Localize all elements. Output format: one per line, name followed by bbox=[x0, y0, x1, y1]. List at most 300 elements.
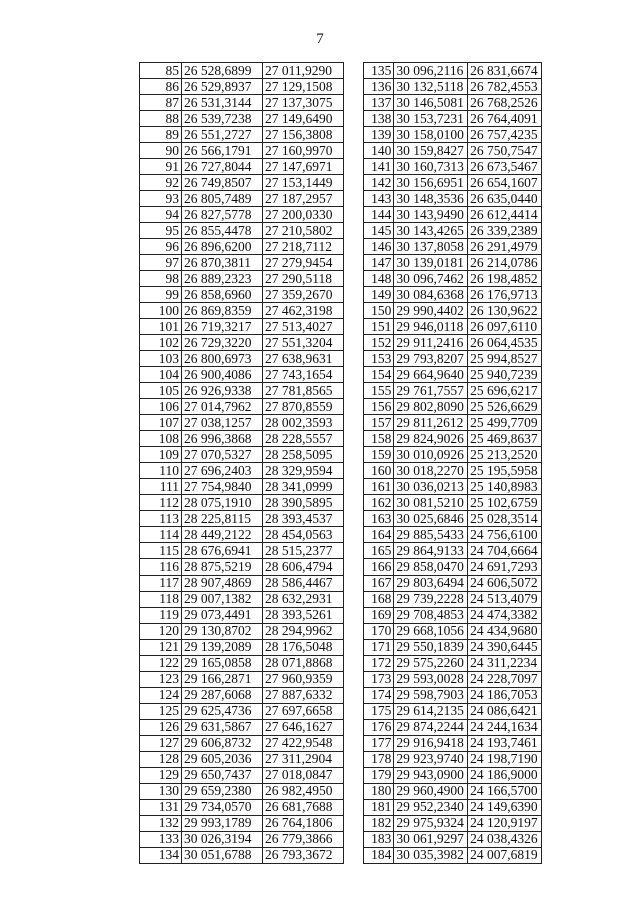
point-number-cell: 129 bbox=[140, 767, 182, 783]
coordinate-y-cell: 26 764,1806 bbox=[263, 815, 344, 831]
table-row bbox=[364, 575, 542, 591]
table-row bbox=[140, 655, 344, 671]
coordinate-y-cell: 27 870,8559 bbox=[263, 399, 344, 415]
point-number-cell: 88 bbox=[140, 111, 182, 127]
point-number-cell: 135 bbox=[364, 63, 394, 79]
coordinate-x-cell: 28 225,8115 bbox=[182, 511, 263, 527]
table-row bbox=[364, 303, 542, 319]
table-row bbox=[140, 63, 344, 79]
point-number-cell: 183 bbox=[364, 831, 394, 847]
coordinate-y-cell: 27 960,9359 bbox=[263, 671, 344, 687]
point-number-cell: 152 bbox=[364, 335, 394, 351]
coordinate-x-cell: 29 943,0900 bbox=[394, 767, 468, 783]
point-number-cell: 124 bbox=[140, 687, 182, 703]
coordinate-x-cell: 29 598,7903 bbox=[394, 687, 468, 703]
table-row bbox=[140, 127, 344, 143]
coordinate-x-cell: 29 811,2612 bbox=[394, 415, 468, 431]
coordinate-x-cell: 26 719,3217 bbox=[182, 319, 263, 335]
table-row bbox=[140, 447, 344, 463]
point-number-cell: 104 bbox=[140, 367, 182, 383]
coordinate-y-cell: 25 102,6759 bbox=[468, 495, 542, 511]
coordinate-x-cell: 26 996,3868 bbox=[182, 431, 263, 447]
coordinate-y-cell: 25 994,8527 bbox=[468, 351, 542, 367]
point-number-cell: 112 bbox=[140, 495, 182, 511]
coordinate-x-cell: 30 010,0926 bbox=[394, 447, 468, 463]
coordinate-y-cell: 27 160,9970 bbox=[263, 143, 344, 159]
table-row bbox=[364, 543, 542, 559]
coordinate-x-cell: 30 026,3194 bbox=[182, 831, 263, 847]
coordinate-x-cell: 29 139,2089 bbox=[182, 639, 263, 655]
point-number-cell: 108 bbox=[140, 431, 182, 447]
coordinate-x-cell: 29 165,0858 bbox=[182, 655, 263, 671]
coordinate-y-cell: 25 526,6629 bbox=[468, 399, 542, 415]
point-number-cell: 178 bbox=[364, 751, 394, 767]
coordinate-x-cell: 26 900,4086 bbox=[182, 367, 263, 383]
table-row bbox=[364, 815, 542, 831]
point-number-cell: 91 bbox=[140, 159, 182, 175]
coordinate-x-cell: 27 696,2403 bbox=[182, 463, 263, 479]
coordinate-x-cell: 30 143,4265 bbox=[394, 223, 468, 239]
coordinate-y-cell: 24 193,7461 bbox=[468, 735, 542, 751]
table-row bbox=[140, 191, 344, 207]
coordinate-y-cell: 27 218,7112 bbox=[263, 239, 344, 255]
point-number-cell: 102 bbox=[140, 335, 182, 351]
coordinate-y-cell: 28 632,2931 bbox=[263, 591, 344, 607]
table-row bbox=[140, 207, 344, 223]
coordinate-y-cell: 25 028,3514 bbox=[468, 511, 542, 527]
point-number-cell: 121 bbox=[140, 639, 182, 655]
table-row bbox=[140, 511, 344, 527]
coordinate-y-cell: 27 646,1627 bbox=[263, 719, 344, 735]
point-number-cell: 163 bbox=[364, 511, 394, 527]
coordinate-y-cell: 25 195,5958 bbox=[468, 463, 542, 479]
coordinate-y-cell: 28 393,5261 bbox=[263, 607, 344, 623]
point-number-cell: 127 bbox=[140, 735, 182, 751]
point-number-cell: 130 bbox=[140, 783, 182, 799]
point-number-cell: 169 bbox=[364, 607, 394, 623]
coordinate-x-cell: 26 858,6960 bbox=[182, 287, 263, 303]
coordinate-x-cell: 30 139,0181 bbox=[394, 255, 468, 271]
point-number-cell: 111 bbox=[140, 479, 182, 495]
coordinate-y-cell: 28 393,4537 bbox=[263, 511, 344, 527]
coordinate-x-cell: 30 096,2116 bbox=[394, 63, 468, 79]
point-number-cell: 93 bbox=[140, 191, 182, 207]
point-number-cell: 96 bbox=[140, 239, 182, 255]
point-number-cell: 160 bbox=[364, 463, 394, 479]
table-row bbox=[140, 95, 344, 111]
coordinate-y-cell: 27 210,5802 bbox=[263, 223, 344, 239]
coordinate-x-cell: 30 158,0100 bbox=[394, 127, 468, 143]
coordinate-x-cell: 30 061,9297 bbox=[394, 831, 468, 847]
coordinate-x-cell: 26 729,3220 bbox=[182, 335, 263, 351]
coordinate-x-cell: 26 896,6200 bbox=[182, 239, 263, 255]
coordinate-y-cell: 26 612,4414 bbox=[468, 207, 542, 223]
point-number-cell: 98 bbox=[140, 271, 182, 287]
point-number-cell: 114 bbox=[140, 527, 182, 543]
point-number-cell: 143 bbox=[364, 191, 394, 207]
coordinate-y-cell: 27 290,5118 bbox=[263, 271, 344, 287]
table-row bbox=[140, 175, 344, 191]
point-number-cell: 117 bbox=[140, 575, 182, 591]
coordinate-y-cell: 26 782,4553 bbox=[468, 79, 542, 95]
coordinate-x-cell: 28 449,2122 bbox=[182, 527, 263, 543]
table-row bbox=[364, 63, 542, 79]
point-number-cell: 113 bbox=[140, 511, 182, 527]
coordinate-x-cell: 26 889,2323 bbox=[182, 271, 263, 287]
coordinate-y-cell: 24 166,5700 bbox=[468, 783, 542, 799]
point-number-cell: 123 bbox=[140, 671, 182, 687]
coordinate-x-cell: 29 946,0118 bbox=[394, 319, 468, 335]
coordinate-x-cell: 26 800,6973 bbox=[182, 351, 263, 367]
coordinate-x-cell: 29 575,2260 bbox=[394, 655, 468, 671]
coordinate-y-cell: 27 311,2904 bbox=[263, 751, 344, 767]
table-row bbox=[364, 431, 542, 447]
coordinate-y-cell: 28 228,5557 bbox=[263, 431, 344, 447]
coordinate-y-cell: 24 311,2234 bbox=[468, 655, 542, 671]
coordinate-x-cell: 29 550,1839 bbox=[394, 639, 468, 655]
table-row bbox=[140, 703, 344, 719]
coordinate-y-cell: 24 606,5072 bbox=[468, 575, 542, 591]
coordinate-y-cell: 27 781,8565 bbox=[263, 383, 344, 399]
coordinate-x-cell: 30 160,7313 bbox=[394, 159, 468, 175]
coordinate-y-cell: 24 228,7097 bbox=[468, 671, 542, 687]
coordinate-y-cell: 27 551,3204 bbox=[263, 335, 344, 351]
point-number-cell: 181 bbox=[364, 799, 394, 815]
coordinate-x-cell: 29 993,1789 bbox=[182, 815, 263, 831]
table-row bbox=[364, 127, 542, 143]
point-number-cell: 120 bbox=[140, 623, 182, 639]
coordinate-x-cell: 29 802,8090 bbox=[394, 399, 468, 415]
coordinate-x-cell: 29 708,4853 bbox=[394, 607, 468, 623]
coordinate-x-cell: 26 566,1791 bbox=[182, 143, 263, 159]
coordinate-x-cell: 29 287,6068 bbox=[182, 687, 263, 703]
point-number-cell: 167 bbox=[364, 575, 394, 591]
point-number-cell: 118 bbox=[140, 591, 182, 607]
coordinate-y-cell: 24 390,6445 bbox=[468, 639, 542, 655]
point-number-cell: 175 bbox=[364, 703, 394, 719]
coordinate-y-cell: 27 153,1449 bbox=[263, 175, 344, 191]
point-number-cell: 141 bbox=[364, 159, 394, 175]
point-number-cell: 95 bbox=[140, 223, 182, 239]
coordinate-x-cell: 30 148,3536 bbox=[394, 191, 468, 207]
point-number-cell: 146 bbox=[364, 239, 394, 255]
coordinate-y-cell: 26 130,9622 bbox=[468, 303, 542, 319]
coordinate-x-cell: 30 156,6951 bbox=[394, 175, 468, 191]
coordinate-x-cell: 27 754,9840 bbox=[182, 479, 263, 495]
table-row bbox=[364, 399, 542, 415]
table-row bbox=[140, 687, 344, 703]
point-number-cell: 128 bbox=[140, 751, 182, 767]
table-row bbox=[140, 815, 344, 831]
table-row bbox=[364, 287, 542, 303]
coordinate-y-cell: 28 258,5095 bbox=[263, 447, 344, 463]
point-number-cell: 182 bbox=[364, 815, 394, 831]
coordinate-y-cell: 28 454,0563 bbox=[263, 527, 344, 543]
table-row bbox=[140, 719, 344, 735]
coordinate-x-cell: 29 803,6494 bbox=[394, 575, 468, 591]
point-number-cell: 122 bbox=[140, 655, 182, 671]
coordinate-y-cell: 28 071,8868 bbox=[263, 655, 344, 671]
coordinate-y-cell: 24 474,3382 bbox=[468, 607, 542, 623]
coordinate-y-cell: 28 390,5895 bbox=[263, 495, 344, 511]
table-row bbox=[364, 223, 542, 239]
coordinate-y-cell: 26 097,6110 bbox=[468, 319, 542, 335]
coordinate-x-cell: 29 923,9740 bbox=[394, 751, 468, 767]
point-number-cell: 177 bbox=[364, 735, 394, 751]
coordinate-x-cell: 26 539,7238 bbox=[182, 111, 263, 127]
table-row bbox=[364, 175, 542, 191]
coordinate-table-right bbox=[363, 62, 542, 864]
point-number-cell: 126 bbox=[140, 719, 182, 735]
coordinate-x-cell: 27 038,1257 bbox=[182, 415, 263, 431]
page-number: 7 bbox=[316, 31, 324, 47]
table-row bbox=[140, 287, 344, 303]
coordinate-y-cell: 27 697,6658 bbox=[263, 703, 344, 719]
coordinate-y-cell: 26 982,4950 bbox=[263, 783, 344, 799]
point-number-cell: 109 bbox=[140, 447, 182, 463]
point-number-cell: 90 bbox=[140, 143, 182, 159]
table-row bbox=[140, 271, 344, 287]
table-row bbox=[364, 495, 542, 511]
coordinate-x-cell: 30 051,6788 bbox=[182, 847, 263, 863]
coordinate-x-cell: 28 676,6941 bbox=[182, 543, 263, 559]
point-number-cell: 180 bbox=[364, 783, 394, 799]
table-row bbox=[364, 623, 542, 639]
coordinate-y-cell: 26 214,0786 bbox=[468, 255, 542, 271]
point-number-cell: 138 bbox=[364, 111, 394, 127]
table-row bbox=[364, 271, 542, 287]
table-row bbox=[140, 255, 344, 271]
point-number-cell: 97 bbox=[140, 255, 182, 271]
point-number-cell: 116 bbox=[140, 559, 182, 575]
point-number-cell: 150 bbox=[364, 303, 394, 319]
coordinate-y-cell: 24 186,9000 bbox=[468, 767, 542, 783]
point-number-cell: 115 bbox=[140, 543, 182, 559]
table-row bbox=[364, 751, 542, 767]
point-number-cell: 87 bbox=[140, 95, 182, 111]
table-row bbox=[364, 143, 542, 159]
coordinate-y-cell: 28 329,9594 bbox=[263, 463, 344, 479]
coordinate-x-cell: 29 007,1382 bbox=[182, 591, 263, 607]
coordinate-x-cell: 29 858,0470 bbox=[394, 559, 468, 575]
coordinate-x-cell: 29 793,8207 bbox=[394, 351, 468, 367]
coordinate-y-cell: 25 469,8637 bbox=[468, 431, 542, 447]
point-number-cell: 165 bbox=[364, 543, 394, 559]
coordinate-x-cell: 30 018,2270 bbox=[394, 463, 468, 479]
coordinate-y-cell: 28 294,9962 bbox=[263, 623, 344, 639]
coordinate-y-cell: 28 606,4794 bbox=[263, 559, 344, 575]
table-row bbox=[364, 607, 542, 623]
point-number-cell: 136 bbox=[364, 79, 394, 95]
table-row bbox=[364, 447, 542, 463]
coordinate-y-cell: 25 696,6217 bbox=[468, 383, 542, 399]
table-row bbox=[140, 463, 344, 479]
coordinate-y-cell: 24 149,6390 bbox=[468, 799, 542, 815]
point-number-cell: 179 bbox=[364, 767, 394, 783]
coordinate-x-cell: 26 727,8044 bbox=[182, 159, 263, 175]
coordinate-x-cell: 26 827,5778 bbox=[182, 207, 263, 223]
point-number-cell: 171 bbox=[364, 639, 394, 655]
table-row bbox=[140, 415, 344, 431]
coordinate-x-cell: 30 035,3982 bbox=[394, 847, 468, 863]
point-number-cell: 131 bbox=[140, 799, 182, 815]
point-number-cell: 157 bbox=[364, 415, 394, 431]
coordinate-y-cell: 27 137,3075 bbox=[263, 95, 344, 111]
point-number-cell: 99 bbox=[140, 287, 182, 303]
table-row bbox=[140, 767, 344, 783]
coordinate-y-cell: 26 064,4535 bbox=[468, 335, 542, 351]
coordinate-y-cell: 27 513,4027 bbox=[263, 319, 344, 335]
table-row bbox=[364, 367, 542, 383]
coordinate-x-cell: 29 864,9133 bbox=[394, 543, 468, 559]
coordinate-x-cell: 29 664,9640 bbox=[394, 367, 468, 383]
table-row bbox=[364, 191, 542, 207]
coordinate-x-cell: 29 631,5867 bbox=[182, 719, 263, 735]
coordinate-y-cell: 28 341,0999 bbox=[263, 479, 344, 495]
coordinate-y-cell: 27 149,6490 bbox=[263, 111, 344, 127]
point-number-cell: 162 bbox=[364, 495, 394, 511]
table-row bbox=[364, 239, 542, 255]
table-row bbox=[364, 735, 542, 751]
point-number-cell: 137 bbox=[364, 95, 394, 111]
coordinate-x-cell: 29 593,0028 bbox=[394, 671, 468, 687]
point-number-cell: 133 bbox=[140, 831, 182, 847]
coordinate-y-cell: 28 515,2377 bbox=[263, 543, 344, 559]
coordinate-y-cell: 24 513,4079 bbox=[468, 591, 542, 607]
table-row bbox=[140, 335, 344, 351]
table-row bbox=[140, 431, 344, 447]
coordinate-y-cell: 26 750,7547 bbox=[468, 143, 542, 159]
coordinate-y-cell: 28 002,3593 bbox=[263, 415, 344, 431]
coordinate-x-cell: 26 531,3144 bbox=[182, 95, 263, 111]
coordinate-y-cell: 27 018,0847 bbox=[263, 767, 344, 783]
point-number-cell: 119 bbox=[140, 607, 182, 623]
coordinate-x-cell: 29 614,2135 bbox=[394, 703, 468, 719]
point-number-cell: 154 bbox=[364, 367, 394, 383]
coordinate-y-cell: 24 691,7293 bbox=[468, 559, 542, 575]
coordinate-y-cell: 26 198,4852 bbox=[468, 271, 542, 287]
point-number-cell: 149 bbox=[364, 287, 394, 303]
point-number-cell: 168 bbox=[364, 591, 394, 607]
table-row bbox=[140, 303, 344, 319]
coordinate-x-cell: 29 734,0570 bbox=[182, 799, 263, 815]
coordinate-y-cell: 28 176,5048 bbox=[263, 639, 344, 655]
coordinate-y-cell: 27 129,1508 bbox=[263, 79, 344, 95]
coordinate-y-cell: 26 673,5467 bbox=[468, 159, 542, 175]
coordinate-x-cell: 26 551,2727 bbox=[182, 127, 263, 143]
coordinate-x-cell: 29 885,5433 bbox=[394, 527, 468, 543]
table-row bbox=[364, 511, 542, 527]
table-row bbox=[364, 159, 542, 175]
coordinate-y-cell: 24 086,6421 bbox=[468, 703, 542, 719]
coordinate-y-cell: 27 279,9454 bbox=[263, 255, 344, 271]
table-row bbox=[364, 687, 542, 703]
point-number-cell: 184 bbox=[364, 847, 394, 863]
point-number-cell: 140 bbox=[364, 143, 394, 159]
coordinate-x-cell: 29 130,8702 bbox=[182, 623, 263, 639]
point-number-cell: 153 bbox=[364, 351, 394, 367]
coordinate-y-cell: 25 213,2520 bbox=[468, 447, 542, 463]
table-row bbox=[140, 751, 344, 767]
coordinate-y-cell: 24 434,9680 bbox=[468, 623, 542, 639]
coordinate-x-cell: 26 870,3811 bbox=[182, 255, 263, 271]
table-row bbox=[364, 559, 542, 575]
table-row bbox=[364, 95, 542, 111]
table-row bbox=[364, 847, 542, 863]
point-number-cell: 166 bbox=[364, 559, 394, 575]
coordinate-y-cell: 27 422,9548 bbox=[263, 735, 344, 751]
coordinate-x-cell: 30 132,5118 bbox=[394, 79, 468, 95]
coordinate-x-cell: 30 084,6368 bbox=[394, 287, 468, 303]
coordinate-x-cell: 30 159,8427 bbox=[394, 143, 468, 159]
coordinate-y-cell: 24 756,6100 bbox=[468, 527, 542, 543]
point-number-cell: 176 bbox=[364, 719, 394, 735]
coordinate-x-cell: 29 625,4736 bbox=[182, 703, 263, 719]
table-row bbox=[140, 399, 344, 415]
point-number-cell: 170 bbox=[364, 623, 394, 639]
point-number-cell: 86 bbox=[140, 79, 182, 95]
coordinate-y-cell: 27 638,9631 bbox=[263, 351, 344, 367]
coordinate-y-cell: 24 120,9197 bbox=[468, 815, 542, 831]
table-row bbox=[364, 111, 542, 127]
point-number-cell: 106 bbox=[140, 399, 182, 415]
coordinate-y-cell: 26 831,6674 bbox=[468, 63, 542, 79]
point-number-cell: 139 bbox=[364, 127, 394, 143]
coordinate-x-cell: 26 529,8937 bbox=[182, 79, 263, 95]
table-row bbox=[364, 255, 542, 271]
point-number-cell: 174 bbox=[364, 687, 394, 703]
point-number-cell: 107 bbox=[140, 415, 182, 431]
table-row bbox=[140, 639, 344, 655]
coordinate-x-cell: 29 874,2244 bbox=[394, 719, 468, 735]
coordinate-x-cell: 29 668,1056 bbox=[394, 623, 468, 639]
coordinate-x-cell: 29 166,2871 bbox=[182, 671, 263, 687]
table-row bbox=[140, 783, 344, 799]
point-number-cell: 173 bbox=[364, 671, 394, 687]
coordinate-y-cell: 24 007,6819 bbox=[468, 847, 542, 863]
coordinate-y-cell: 28 586,4467 bbox=[263, 575, 344, 591]
point-number-cell: 147 bbox=[364, 255, 394, 271]
coordinate-y-cell: 26 757,4235 bbox=[468, 127, 542, 143]
point-number-cell: 89 bbox=[140, 127, 182, 143]
coordinate-y-cell: 27 462,3198 bbox=[263, 303, 344, 319]
point-number-cell: 161 bbox=[364, 479, 394, 495]
table-row bbox=[364, 351, 542, 367]
coordinate-y-cell: 26 681,7688 bbox=[263, 799, 344, 815]
table-row bbox=[140, 591, 344, 607]
coordinate-y-cell: 27 359,2670 bbox=[263, 287, 344, 303]
coordinate-x-cell: 29 073,4491 bbox=[182, 607, 263, 623]
coordinate-y-cell: 24 186,7053 bbox=[468, 687, 542, 703]
table-row bbox=[140, 111, 344, 127]
coordinate-y-cell: 27 200,0330 bbox=[263, 207, 344, 223]
coordinate-x-cell: 28 907,4869 bbox=[182, 575, 263, 591]
table-row bbox=[364, 655, 542, 671]
table-row bbox=[364, 783, 542, 799]
coordinate-y-cell: 25 940,7239 bbox=[468, 367, 542, 383]
coordinate-x-cell: 27 014,7962 bbox=[182, 399, 263, 415]
coordinate-table-left bbox=[139, 62, 344, 864]
coordinate-x-cell: 26 528,6899 bbox=[182, 63, 263, 79]
coordinate-x-cell: 30 036,0213 bbox=[394, 479, 468, 495]
point-number-cell: 164 bbox=[364, 527, 394, 543]
table-row bbox=[140, 351, 344, 367]
table-row bbox=[140, 831, 344, 847]
table-row bbox=[364, 671, 542, 687]
coordinate-x-cell: 28 875,5219 bbox=[182, 559, 263, 575]
table-row bbox=[364, 719, 542, 735]
coordinate-y-cell: 26 764,4091 bbox=[468, 111, 542, 127]
